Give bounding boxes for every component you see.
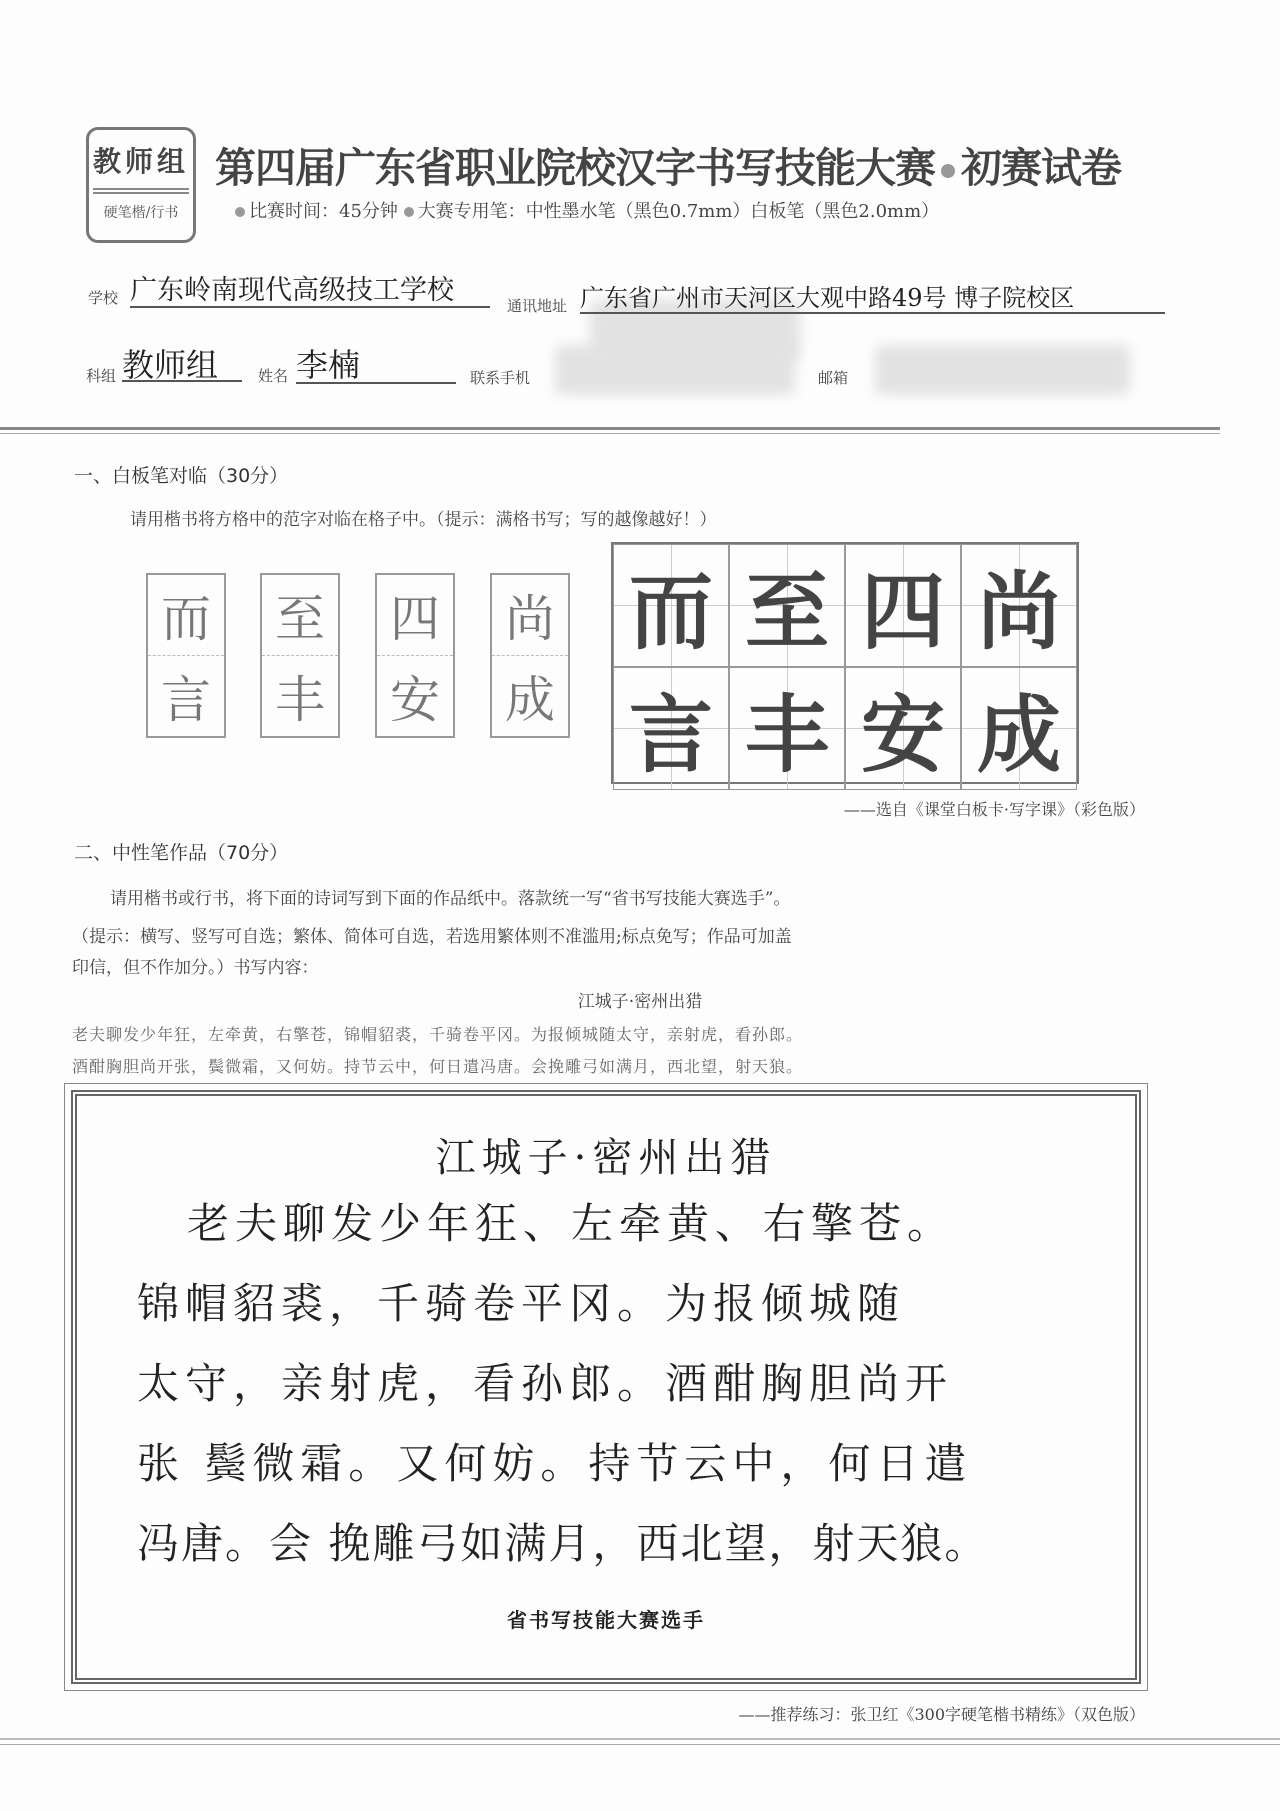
practice-char: 言 (161, 671, 211, 729)
practice-box (490, 573, 570, 738)
section2-paragraph: 请用楷书或行书，将下面的诗词写到下面的作品纸中。落款统一写“省书写技能大赛选手”。 (110, 889, 791, 909)
title-main: 第四届广东省职业院校汉字书写技能大赛 (215, 144, 935, 192)
practice-box (146, 573, 226, 738)
practice-char: 四 (377, 575, 453, 656)
address-label: 通讯地址 (507, 297, 568, 315)
bullet-icon (235, 207, 245, 217)
name-field[interactable] (296, 340, 456, 384)
section2-paragraph: （提示：横写、竖写可自选；繁体、简体可自选，若选用繁体则不准滥用;标点免写；作品可加盖 (72, 927, 792, 947)
section1-heading: 一、白板笔对临（30分） (74, 465, 289, 487)
poem-line: 酒酣胸胆尚开张，鬓微霜，又何妨。持节云中，何日遣冯唐。会挽雕弓如满月，西北望，射天狼。 (72, 1057, 804, 1076)
model-char: 而 (613, 544, 729, 667)
bullet-icon (404, 207, 414, 217)
group-badge (86, 127, 196, 243)
badge-divider (93, 188, 189, 194)
practice-box (375, 573, 455, 738)
phone-field-redacted[interactable] (555, 345, 795, 395)
work-line: 张 鬓微霜。又何妨。持节云中，何日遣 (137, 1439, 973, 1488)
exam-time: 比赛时间：45分钟 (249, 201, 398, 222)
section1-instruction: 请用楷书将方格中的范字对临在格子中。（提示：满格书写；写的越像越好！） (130, 510, 717, 530)
practice-char: 安 (390, 671, 440, 729)
email-field-redacted[interactable] (875, 345, 1130, 395)
group-label: 科组 (86, 367, 117, 385)
practice-char: 至 (262, 575, 338, 656)
practice-char: 丰 (275, 671, 325, 729)
section2-heading: 二、中性笔作品（70分） (74, 842, 289, 864)
work-line: 老夫聊发少年狂、左牵黄、右擎苍。 (187, 1199, 956, 1248)
work-paper (71, 1090, 1141, 1684)
practice-char: 成 (505, 671, 555, 729)
badge-group: 教师组 (92, 145, 189, 178)
group-field[interactable] (122, 340, 242, 382)
work-line: 锦帽貂裘，千骑卷平冈。为报倾城随 (137, 1279, 906, 1328)
school-value: 广东岭南现代高级技工学校 (130, 275, 454, 306)
school-field[interactable] (130, 268, 490, 308)
model-char: 至 (729, 544, 845, 667)
badge-sub: 硬笔楷/行书 (103, 205, 179, 221)
work-title: 江城子·密州出猎 (435, 1135, 777, 1181)
bullet-icon (941, 164, 955, 178)
exam-info (235, 197, 939, 223)
poem-title: 江城子·密州出猎 (577, 992, 703, 1012)
phone-label: 联系手机 (470, 369, 531, 387)
model-char: 成 (961, 667, 1077, 790)
section1-source: ——选自《课堂白板卡·写字课》（彩色版） (843, 800, 1145, 819)
name-value: 李楠 (296, 346, 361, 384)
work-line: 冯唐。会 挽雕弓如满月，西北望，射天狼。 (137, 1519, 989, 1568)
model-char: 四 (845, 544, 961, 667)
model-character-grid (611, 542, 1079, 784)
model-char: 安 (845, 667, 961, 790)
work-line: 太守，亲射虎，看孙郎。酒酣胸胆尚开 (137, 1359, 954, 1408)
section2-paragraph: 印信，但不作加分。）书写内容： (72, 958, 319, 978)
model-char: 丰 (729, 667, 845, 790)
email-label: 邮箱 (818, 369, 849, 387)
page-title (215, 135, 1121, 194)
practice-char: 尚 (492, 575, 568, 656)
poem-line: 老夫聊发少年狂，左牵黄，右擎苍，锦帽貂裘，千骑卷平冈。为报倾城随太守，亲射虎，看孙郎。 (72, 1025, 804, 1044)
group-value: 教师组 (122, 346, 219, 384)
practice-box (260, 573, 340, 738)
exam-pens: 大赛专用笔：中性墨水笔（黑色0.7mm）白板笔（黑色2.0mm） (417, 201, 940, 222)
address-field[interactable] (580, 278, 1165, 314)
model-char: 言 (613, 667, 729, 790)
recommend-source: ——推荐练习：张卫红《300字硬笔楷书精练》（双色版） (738, 1705, 1145, 1724)
school-label: 学校 (88, 289, 119, 307)
practice-char: 而 (148, 575, 224, 656)
address-value: 广东省广州市天河区大观中路49号 博子院校区 (580, 284, 1075, 312)
model-char: 尚 (961, 544, 1077, 667)
name-label: 姓名 (258, 367, 289, 385)
header-divider (0, 427, 1220, 434)
footer-divider (0, 1738, 1280, 1745)
signature: 省书写技能大赛选手 (507, 1608, 705, 1632)
title-suffix: 初赛试卷 (961, 144, 1121, 192)
